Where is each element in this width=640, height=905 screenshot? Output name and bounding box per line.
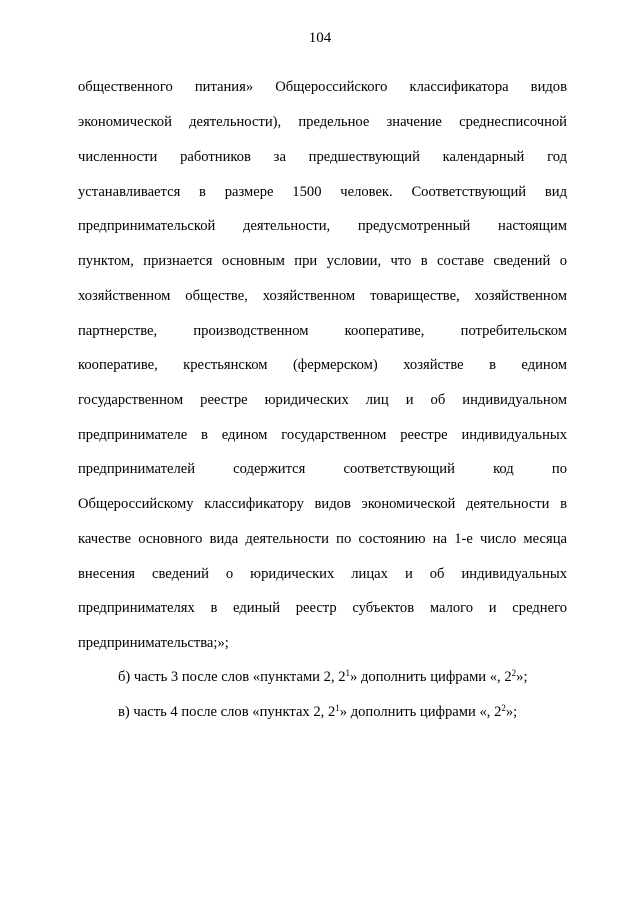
body-line-7: хозяйственном обществе, хозяйственном товариществе, хозяйственном (78, 288, 567, 304)
list-item-v (118, 702, 567, 722)
list-item-v-text-2: » дополнить цифрами «, 2 (339, 704, 502, 720)
body-line-9: кооперативе, крестьянском (фермерском) хозяйстве в едином (78, 357, 567, 373)
body-line-5: предпринимательской деятельности, предусмотренный настоящим (78, 218, 567, 234)
list-item-b-sup-2: 2 (511, 668, 517, 678)
body-line-13: Общероссийскому классификатору видов экономической деятельности в (78, 496, 567, 512)
body-line-12: предпринимателей содержится соответствующий код по (78, 461, 567, 477)
list-item-b-text-2: » дополнить цифрами «, 2 (350, 669, 512, 685)
body-line-16: предпринимателях в единый реестр субъектов малого и среднего (78, 600, 567, 616)
list-item-b-text-3: »; (516, 669, 528, 685)
list-item-v-sup-1: 1 (335, 703, 340, 713)
body-line-17: предпринимательства;»; (78, 635, 229, 651)
body-line-2: экономической деятельности), предельное значение среднесписочной (78, 114, 567, 130)
body-line-6: пунктом, признается основным при условии, что в составе сведений о (78, 253, 567, 269)
body-line-1: общественного питания» Общероссийского классификатора видов (78, 79, 567, 95)
list-item-b (118, 667, 567, 687)
list-item-b-text-1: б) часть 3 после слов «пунктами 2, 2 (118, 669, 346, 685)
list-item-v-text-1: в) часть 4 после слов «пунктах 2, 2 (118, 704, 336, 720)
body-line-8: партнерстве, производственном кооперативе, потребительском (78, 323, 567, 339)
page-number: 104 (308, 30, 332, 46)
body-line-3: численности работников за предшествующий календарный год (78, 149, 567, 165)
body-line-15: внесения сведений о юридических лицах и об индивидуальных (78, 566, 567, 582)
list-item-v-sup-2: 2 (501, 703, 506, 713)
body-line-11: предпринимателе в едином государственном реестре индивидуальных (78, 427, 567, 443)
body-line-4: устанавливается в размере 1500 человек. Соответствующий вид (78, 184, 567, 200)
list-item-b-sup-1: 1 (345, 668, 351, 678)
body-line-10: государственном реестре юридических лиц и об индивидуальном (78, 392, 567, 408)
body-line-14: качестве основного вида деятельности по состоянию на 1-е число месяца (78, 531, 567, 547)
list-item-v-text-3: »; (505, 704, 518, 720)
